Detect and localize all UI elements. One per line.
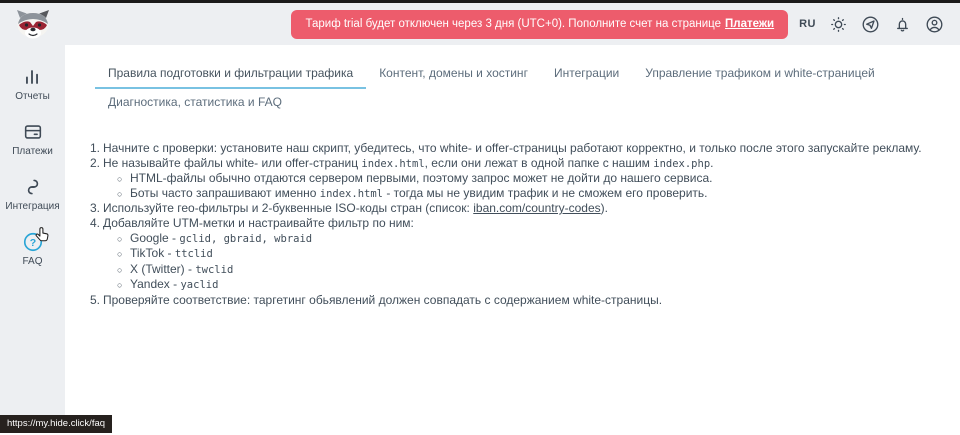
faq-content	[65, 118, 960, 308]
inline-code: ttclid	[174, 248, 213, 261]
list-item-text: Не называйте файлы white- или offer-страниц index.html, если они лежат в одной папке с нашим index.php.	[103, 155, 714, 170]
sidebar-item-integration[interactable]	[5, 176, 59, 212]
tab-item[interactable]: Интеграции	[553, 66, 620, 80]
tab-bar	[65, 45, 960, 118]
status-bar-url: https://my.hide.click/faq	[0, 415, 112, 433]
list-subitem	[65, 262, 930, 278]
inline-code: gclid, gbraid, wbraid	[179, 232, 313, 245]
inline-code: index.html	[361, 157, 425, 170]
list-item-number: 5.	[90, 292, 101, 307]
credit-card-icon	[22, 121, 44, 143]
cursor-pointer-icon	[33, 225, 51, 244]
top-strip	[0, 0, 960, 3]
header-icon-group	[829, 15, 944, 34]
list-subitem	[65, 186, 930, 202]
tab-item[interactable]: Управление трафиком и white-страницей	[645, 66, 875, 80]
bullet-icon: ○	[117, 233, 123, 244]
list-item-number: 1.	[90, 141, 101, 155]
list-subitem-text: Yandex - yaclid	[130, 277, 219, 292]
bell-icon[interactable]	[893, 15, 912, 34]
telegram-icon[interactable]	[861, 15, 880, 34]
list-item-text: Добавляйте UTM-метки и настраивайте фильтр по ним:	[103, 215, 414, 230]
tab-item[interactable]: Диагностика, статистика и FAQ	[108, 95, 282, 109]
inline-code: index.php	[653, 157, 711, 170]
list-item	[65, 201, 930, 216]
sidebar-item-label: Платежи	[12, 146, 53, 157]
bullet-icon: ○	[117, 188, 123, 199]
list-subitem	[65, 246, 930, 262]
sidebar-item-payments[interactable]	[12, 121, 53, 157]
inline-code: index.html	[319, 187, 383, 200]
tab-row	[95, 89, 930, 118]
bullet-icon: ○	[117, 174, 123, 185]
sidebar-item-label: Интеграция	[5, 201, 60, 212]
tab-item[interactable]: Контент, домены и хостинг	[379, 66, 528, 80]
header-actions	[799, 15, 944, 34]
list-subitem-text: Боты часто запрашивают именно index.html - тогда мы не увидим трафик и не сможем его проверить.	[130, 185, 708, 200]
list-subitem	[65, 171, 930, 186]
language-selector[interactable]: RU	[799, 18, 816, 30]
header	[0, 3, 960, 45]
bullet-icon: ○	[117, 249, 123, 260]
tab-item[interactable]: Правила подготовки и фильтрации трафика	[95, 60, 366, 89]
profile-icon[interactable]	[925, 15, 944, 34]
banner-payments-link[interactable]: Платежи	[725, 18, 775, 30]
list-subitem	[65, 231, 930, 247]
sidebar-item-reports[interactable]	[15, 66, 50, 102]
svg-text:?: ?	[29, 236, 36, 249]
list-item-number: 2.	[90, 155, 101, 170]
bullet-icon: ○	[117, 264, 123, 275]
list-item-number: 3.	[90, 201, 101, 216]
trial-banner	[291, 10, 788, 39]
bullet-icon: ○	[117, 280, 123, 291]
list-item	[65, 216, 930, 231]
main-panel	[65, 45, 960, 435]
list-item-text: Начните с проверки: установите наш скрипт, убедитесь, что white- и offer-страницы работают корректно, и только после этого запускайте рекламу.	[103, 141, 922, 155]
list-item-text: Проверяйте соответствие: таргетинг обьявлений должен совпадать с содержанием white-страницы.	[103, 292, 663, 307]
tab-row	[95, 60, 930, 89]
sidebar-item-label: FAQ	[22, 256, 43, 267]
sun-icon[interactable]	[829, 15, 848, 34]
inline-code: yaclid	[180, 279, 219, 292]
list-subitem-text: HTML-файлы обычно отдаются сервером первыми, поэтому запрос может не дойти до нашего сервиса.	[130, 171, 713, 186]
list-item	[65, 141, 930, 156]
list-item	[65, 156, 930, 172]
sidebar-item-label: Отчеты	[15, 91, 50, 102]
raccoon-logo[interactable]	[15, 8, 51, 40]
inline-code: twclid	[195, 263, 234, 276]
link-icon	[22, 176, 44, 198]
list-subitem-text: Google - gclid, gbraid, wbraid	[130, 230, 313, 245]
list-subitem-text: TikTok - ttclid	[130, 246, 213, 261]
list-subitem	[65, 277, 930, 293]
trial-banner-text: Тариф trial будет отключен через 3 дня (UTC+0). Пополните счет на странице	[305, 18, 722, 30]
bar-chart-icon	[21, 66, 43, 88]
content-link[interactable]: iban.com/country-codes	[473, 201, 601, 216]
list-item-text: Используйте гео-фильтры и 2-буквенные ISO-коды стран (список: iban.com/country-codes).	[103, 201, 608, 216]
list-subitem-text: X (Twitter) - twclid	[130, 261, 234, 276]
list-item	[65, 293, 930, 308]
list-item-number: 4.	[90, 215, 101, 230]
